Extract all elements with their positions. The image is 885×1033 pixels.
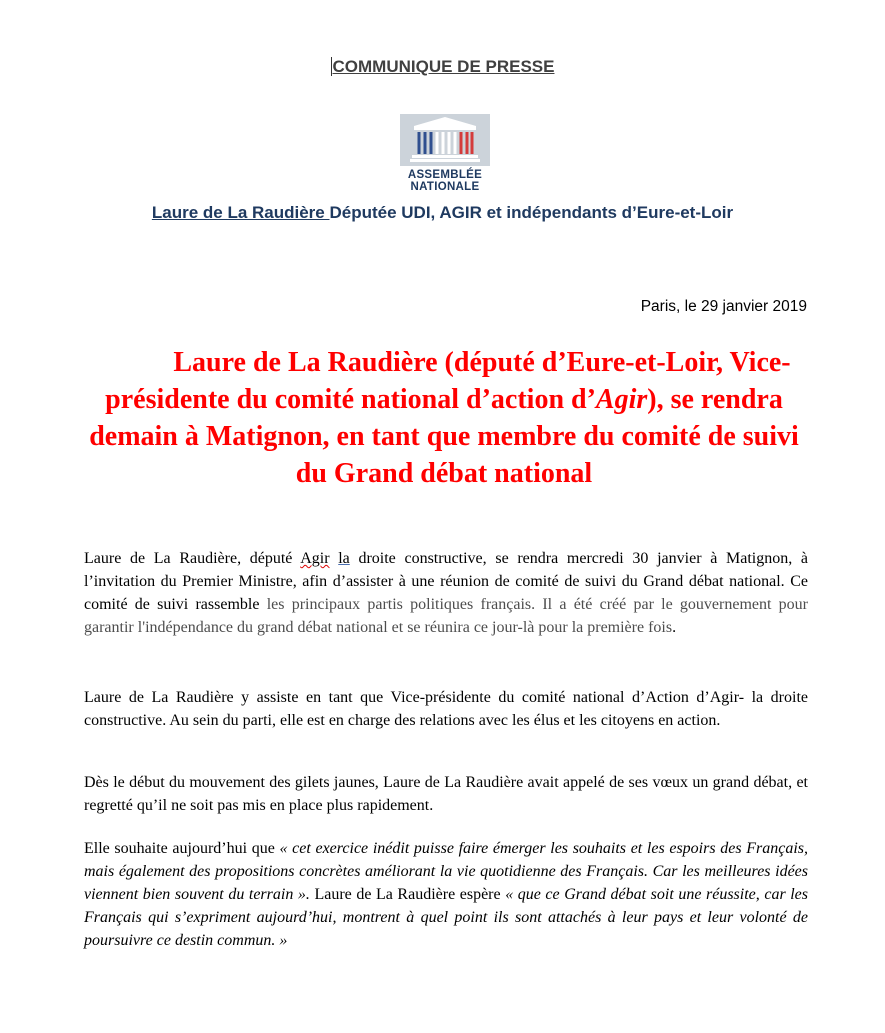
deputy-name: Laure de La Raudière	[151, 203, 330, 222]
p1-a: Laure de La Raudière, député	[84, 550, 301, 567]
p1-g: .	[672, 619, 677, 636]
p1-b: Agir	[300, 550, 330, 567]
title-part1: Laure de La Raudière (député d’Eure-et-Loir, Vice-présidente du comité national d’action d’	[105, 347, 791, 415]
p4-b: « cet exercice inédit puisse faire émerger les souhaits et les espoirs des Français, mais également des propositions concrètes améliorant la vie quotidienne des Français. Car les meilleures idées viennent bien souvent du terrain ».	[84, 840, 808, 903]
title-part2: ), se rendra demain à Matignon, en tant que membre du comité de suivi du Grand débat national	[89, 384, 799, 489]
p1-c	[330, 550, 339, 567]
p1-d: la	[338, 550, 350, 567]
document-heading	[0, 57, 885, 77]
deputy-role: Députée UDI, AGIR et indépendants d’Eure-et-Loir	[329, 203, 734, 222]
assemblee-nationale-logo	[395, 114, 495, 196]
hemicycle-icon	[400, 114, 490, 166]
logo-line1: ASSEMBLÉE	[407, 169, 483, 181]
heading-text: COMMUNIQUE DE PRESSE	[332, 57, 555, 76]
press-release-title	[80, 344, 808, 492]
p4-a: Elle souhaite aujourd’hui que	[84, 840, 280, 857]
paragraph-3: Dès le début du mouvement des gilets jaunes, Laure de La Raudière avait appelé de ses vœux un grand débat, et regretté qu’il ne soit pas mis en place plus rapidement.	[84, 774, 808, 814]
p4-c: Laure de La Raudière espère	[309, 886, 506, 903]
dateline: Paris, le 29 janvier 2019	[640, 298, 807, 315]
paragraph-4	[84, 837, 808, 952]
title-italic: Agir	[595, 384, 648, 415]
paragraph-2: Laure de La Raudière y assiste en tant que Vice-présidente du comité national d’Action d’Agir- la droite constructive. Au sein du parti, elle est en charge des relations avec les élus et les citoyens en action.	[84, 689, 808, 729]
p1-f: les principaux partis politiques français. Il a été créé par le gouvernement pour garantir l'indépendance du grand débat national et se réunira ce jour-là pour la première fois	[84, 596, 809, 636]
logo-emblem	[400, 114, 490, 166]
p4-d: « que ce Grand débat soit une réussite, car les Français qui s’expriment aujourd’hui, montrent à quel point ils sont attachés à leur pays et leur volonté de poursuivre ce destin commun. »	[84, 886, 809, 949]
logo-line2: NATIONALE	[410, 181, 480, 193]
deputy-line	[0, 203, 885, 223]
p1-e: droite constructive, se rendra mercredi 30 janvier à Matignon, à l’invitation du Premier Ministre, afin d’assister à une réunion de comité de suivi du Grand débat national. Ce comité de suivi rassemble	[84, 550, 809, 613]
paragraph-1	[84, 547, 808, 639]
